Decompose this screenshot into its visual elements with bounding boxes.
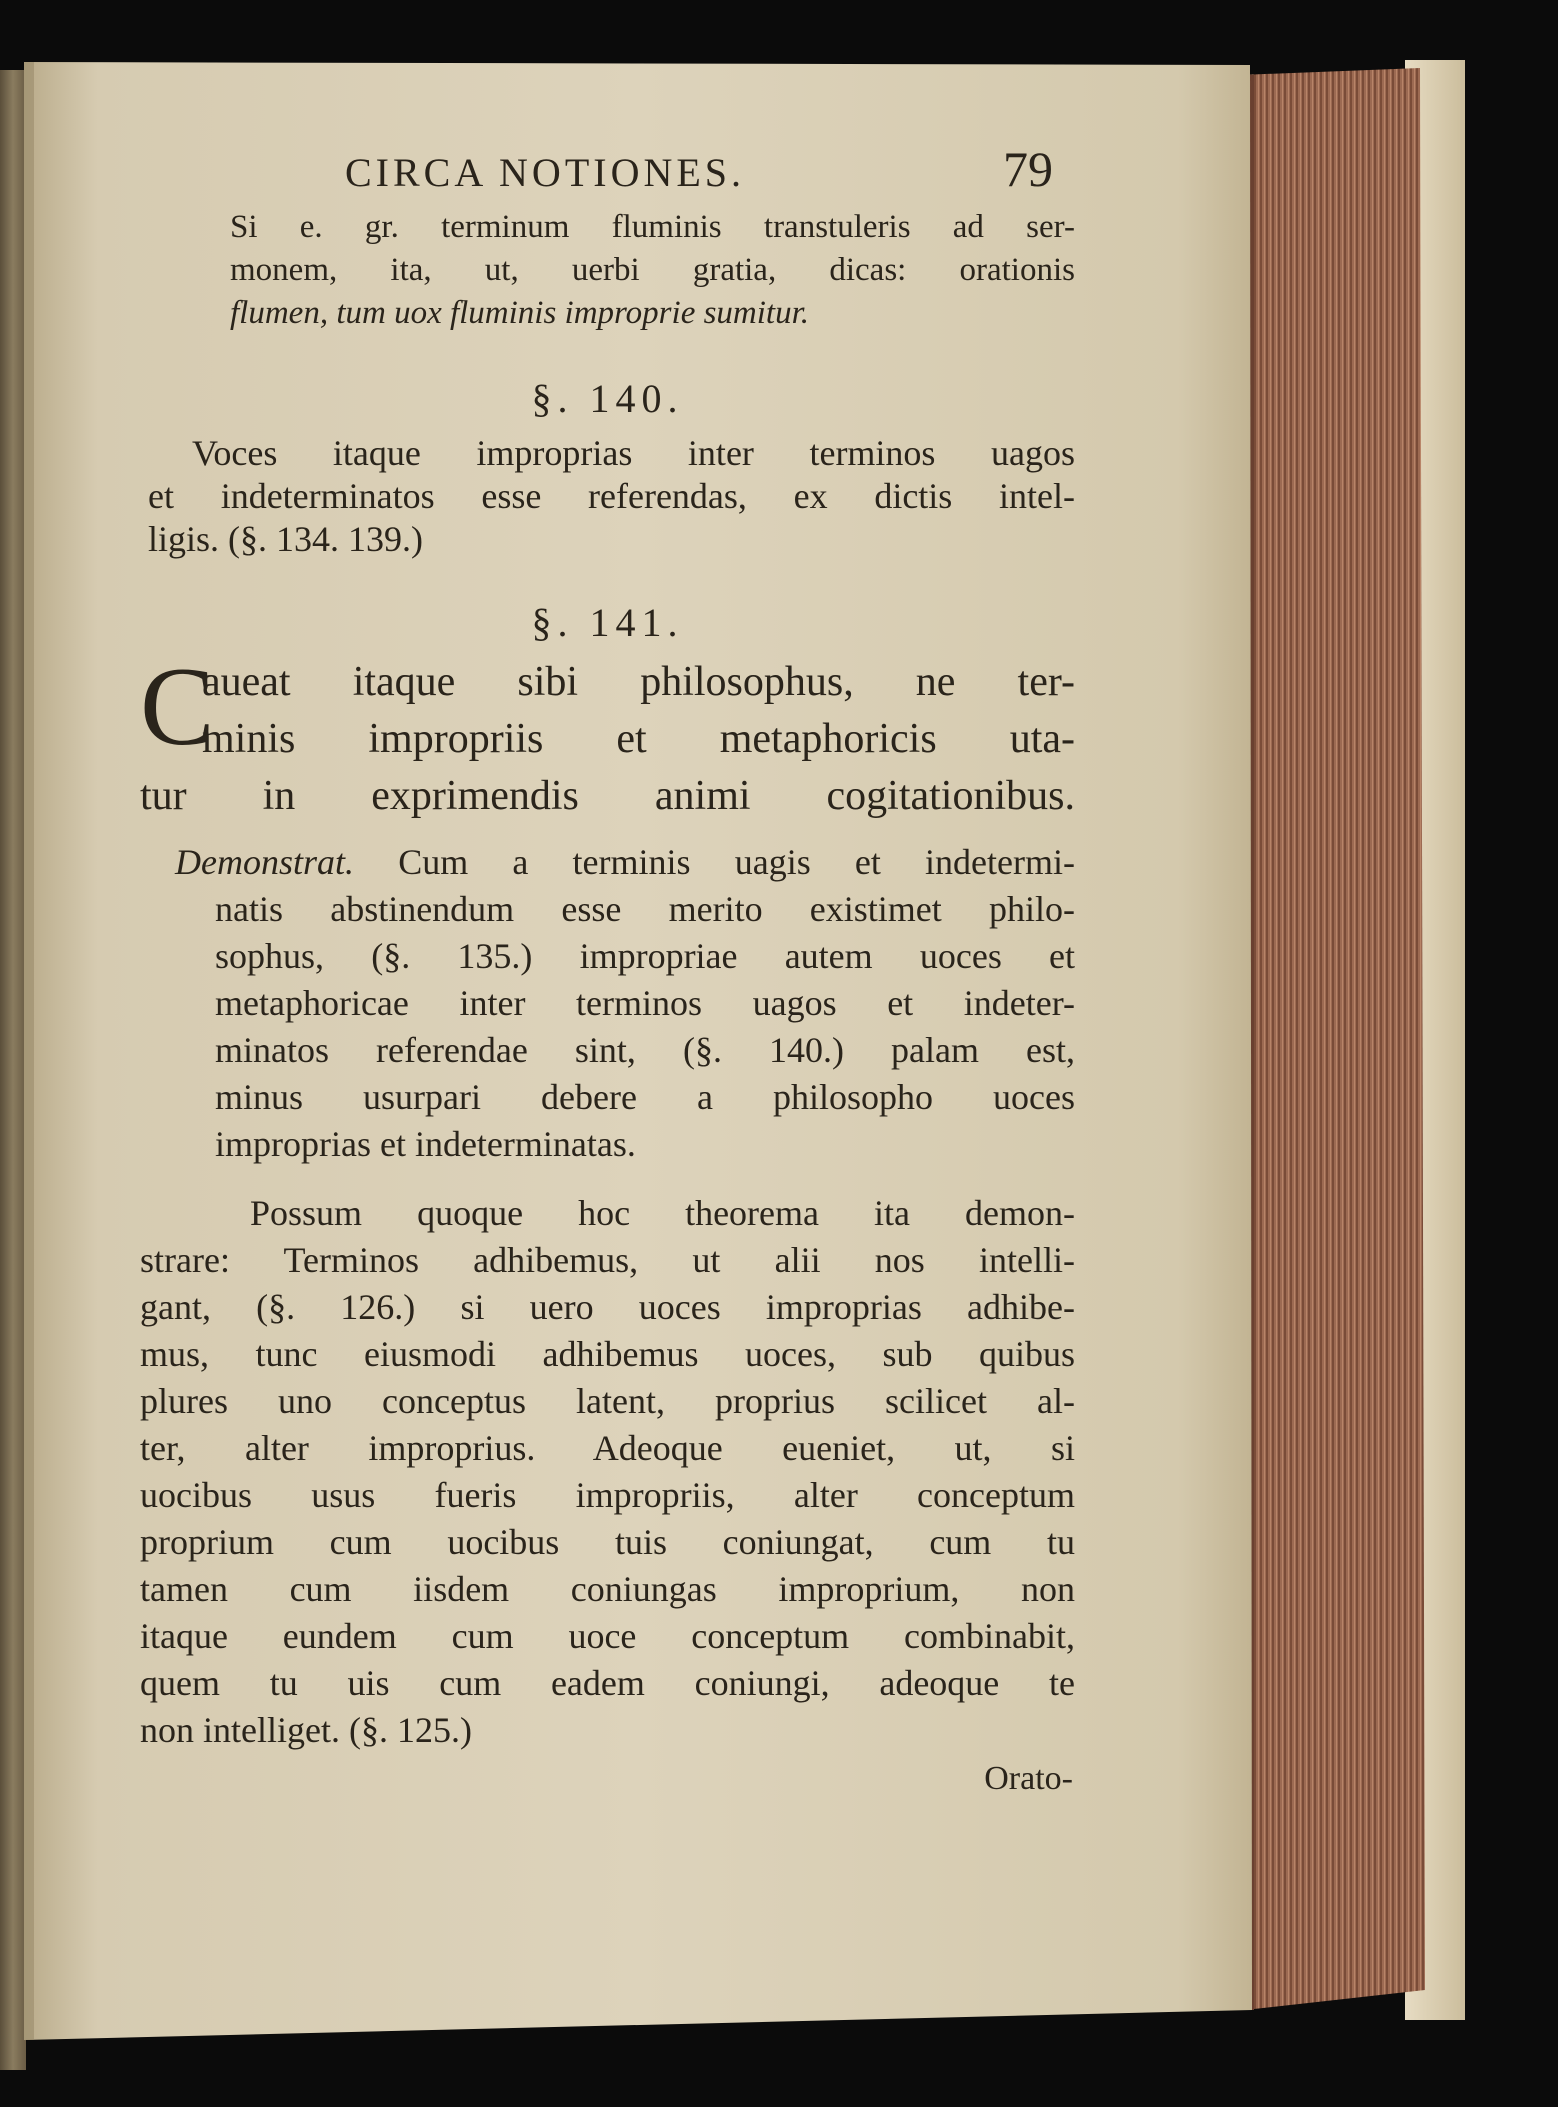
text-line: quem tu uis cum eadem coniungi, adeoque te [140, 1663, 1075, 1703]
text-line: metaphoricae inter terminos uagos et indeter- [215, 983, 1075, 1023]
page-number: 79 [1003, 141, 1053, 197]
section-141-body [140, 645, 1075, 825]
text-line: tamen cum iisdem coniungas improprium, non [140, 1569, 1075, 1609]
text-line [175, 839, 1075, 886]
catchword: Orato- [984, 1760, 1073, 1797]
text-line: monem, ita, ut, uerbi gratia, dicas: orationis [230, 252, 1075, 288]
text-line: Si e. gr. terminum fluminis transtuleris ad ser- [230, 209, 1075, 245]
demonstrat-first: Cum a terminis uagis et indetermi- [398, 842, 1076, 882]
paragraph [140, 1190, 1075, 1754]
text-line: plures uno conceptus latent, proprius scilicet al- [140, 1381, 1075, 1421]
section-heading: §. 140. [531, 376, 684, 421]
text-line: gant, (§. 126.) si uero uoces improprias adhibe- [140, 1287, 1075, 1327]
demonstration [140, 839, 1075, 1168]
text-line: flumen, tum uox fluminis improprie sumitur. [230, 295, 810, 331]
text-line: mus, tunc eiusmodi adhibemus uoces, sub quibus [140, 1334, 1075, 1374]
text-line: strare: Terminos adhibemus, ut alii nos intelli- [140, 1240, 1075, 1280]
text-line: natis abstinendum esse merito existimet philo- [215, 889, 1075, 929]
text-line: improprias et indeterminatas. [215, 1124, 636, 1164]
text-line: sophus, (§. 135.) impropriae autem uoces et [215, 936, 1075, 976]
text-line: minis impropriis et metaphoricis uta- [202, 716, 1075, 762]
text-line: tur in exprimendis animi cogitationibus. [140, 773, 1075, 819]
text-line: aueat itaque sibi philosophus, ne ter- [202, 659, 1075, 705]
text-line: proprium cum uocibus tuis coniungat, cum tu [140, 1522, 1075, 1562]
running-title: CIRCA NOTIONES. [345, 150, 746, 195]
text-line: itaque eundem cum uoce conceptum combinabit, [140, 1616, 1075, 1656]
text-line: ter, alter improprius. Adeoque eueniet, ut, si [140, 1428, 1075, 1468]
demonstrat-label: Demonstrat. [175, 842, 354, 882]
text-line: Voces itaque improprias inter terminos uagos [192, 433, 1075, 473]
text-line: minatos referendae sint, (§. 140.) palam est, [215, 1030, 1075, 1070]
text-line: et indeterminatos esse referendas, ex dictis intel- [148, 476, 1075, 516]
text-line: non intelliget. (§. 125.) [140, 1710, 472, 1750]
page-text [140, 140, 1075, 1798]
text-line: Possum quoque hoc theorema ita demon- [250, 1193, 1075, 1233]
running-header [345, 140, 1053, 200]
drop-capital: C [140, 645, 215, 769]
text-line: minus usurpari debere a philosopho uoces [215, 1077, 1075, 1117]
section-140-body [140, 432, 1075, 561]
note-block [140, 206, 1075, 335]
section-heading: §. 141. [531, 600, 684, 645]
text-line: ligis. (§. 134. 139.) [148, 519, 423, 559]
text-line: uocibus usus fueris impropriis, alter conceptum [140, 1475, 1075, 1515]
